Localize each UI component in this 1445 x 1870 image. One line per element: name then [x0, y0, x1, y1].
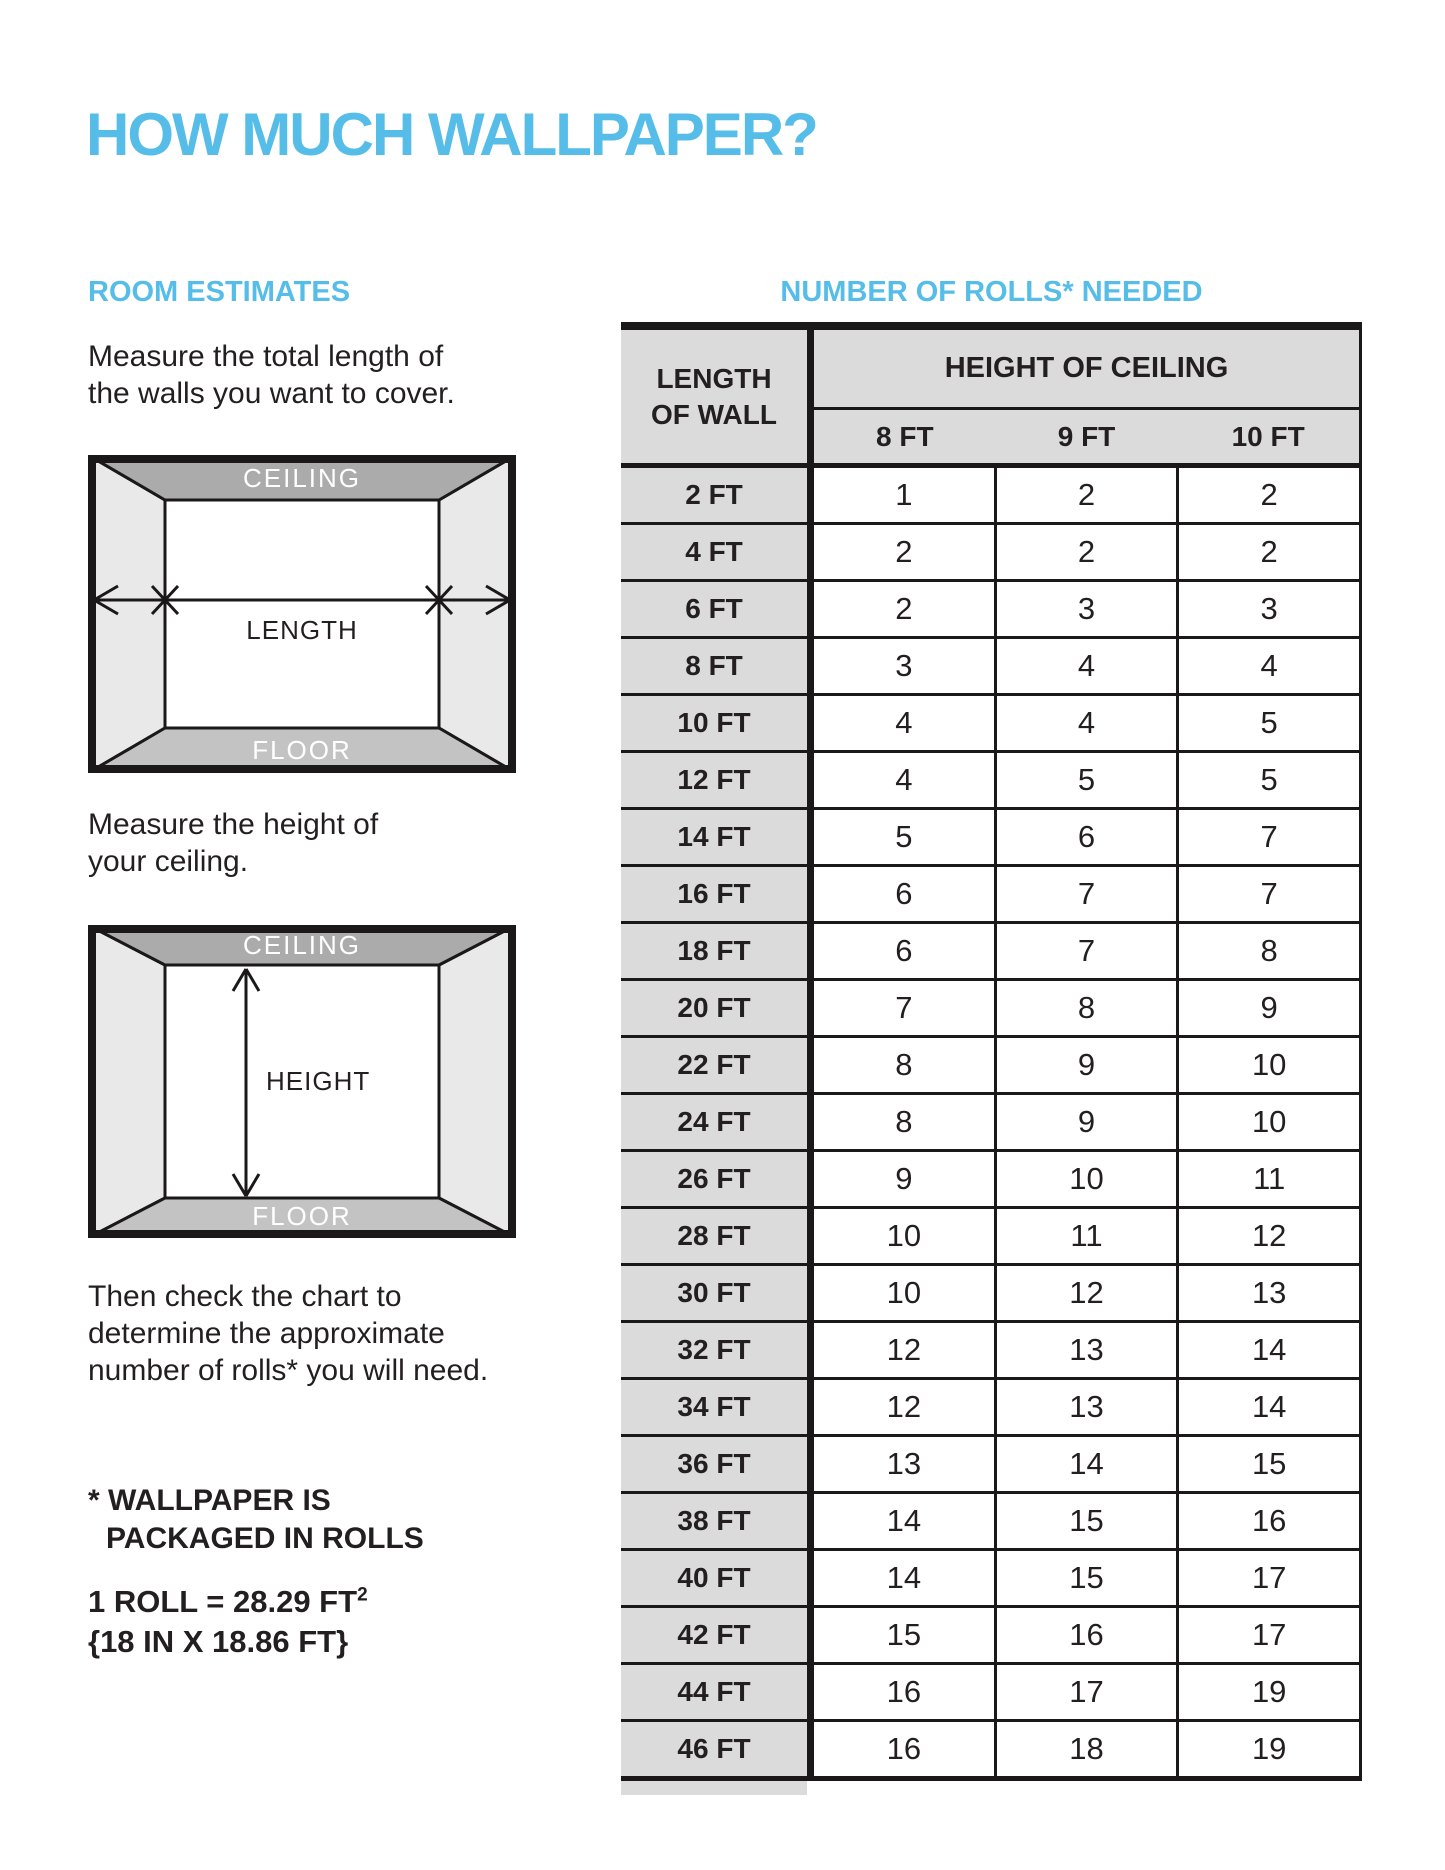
- roll-count-cell: 2: [997, 525, 1180, 579]
- rolls-needed-heading: NUMBER OF ROLLS* NEEDED: [780, 276, 1203, 308]
- roll-count-cell: 10: [997, 1152, 1180, 1206]
- roll-count-cell: 16: [814, 1722, 997, 1776]
- table-row: [621, 1665, 1362, 1722]
- rolls-needed-table: [621, 322, 1362, 1795]
- roll-count-cell: 15: [1179, 1437, 1362, 1491]
- wall-length-label: 30 FT: [621, 1266, 814, 1320]
- roll-count-cell: 16: [814, 1665, 997, 1719]
- roll-count-cell: 9: [997, 1038, 1180, 1092]
- height-label: HEIGHT: [266, 1066, 371, 1096]
- roll-count-cell: 7: [1179, 810, 1362, 864]
- roll-count-cell: 14: [814, 1494, 997, 1548]
- table-row: [621, 582, 1362, 639]
- ceiling-label: CEILING: [242, 463, 362, 493]
- wall-length-label: 4 FT: [621, 525, 814, 579]
- roll-count-cell: 3: [814, 639, 997, 693]
- roll-count-cell: 13: [997, 1380, 1180, 1434]
- roll-count-cell: 6: [814, 924, 997, 978]
- roll-count-cell: 15: [997, 1551, 1180, 1605]
- check-chart-line2: determine the approximate: [88, 1317, 445, 1350]
- roll-count-cell: 11: [1179, 1152, 1362, 1206]
- wall-length-label: 42 FT: [621, 1608, 814, 1662]
- table-row: [621, 1038, 1362, 1095]
- rolls-footnote-line1: * WALLPAPER IS: [88, 1484, 331, 1517]
- ceiling-height-columns: [814, 410, 1359, 463]
- roll-count-cell: 6: [814, 867, 997, 921]
- room-estimates-heading: ROOM ESTIMATES: [88, 276, 351, 308]
- roll-count-cell: 13: [1179, 1266, 1362, 1320]
- roll-count-cell: 5: [997, 753, 1180, 807]
- roll-count-cell: 15: [997, 1494, 1180, 1548]
- right-wall: [439, 925, 516, 1238]
- roll-count-cell: 1: [814, 468, 997, 522]
- roll-count-cell: 19: [1179, 1722, 1362, 1776]
- rolls-footnote: [88, 1482, 424, 1558]
- wall-length-label: 18 FT: [621, 924, 814, 978]
- length-label: LENGTH: [246, 615, 358, 645]
- table-row: [621, 1551, 1362, 1608]
- roll-count-cell: 17: [1179, 1608, 1362, 1662]
- wall-length-label: 2 FT: [621, 468, 814, 522]
- roll-count-cell: 10: [1179, 1095, 1362, 1149]
- roll-count-cell: 15: [814, 1608, 997, 1662]
- roll-count-cell: 14: [1179, 1380, 1362, 1434]
- wall-length-label: 6 FT: [621, 582, 814, 636]
- floor-label: FLOOR: [252, 1201, 352, 1231]
- wall-length-label: 14 FT: [621, 810, 814, 864]
- table-body: [621, 468, 1362, 1781]
- roll-count-cell: 4: [814, 753, 997, 807]
- roll-count-cell: 16: [997, 1608, 1180, 1662]
- col-header-10ft: 10 FT: [1231, 420, 1305, 452]
- roll-count-cell: 2: [1179, 468, 1362, 522]
- table-row: [621, 1380, 1362, 1437]
- roll-count-cell: 4: [814, 696, 997, 750]
- table-row: [621, 639, 1362, 696]
- roll-count-cell: 9: [997, 1095, 1180, 1149]
- roll-count-cell: 13: [814, 1437, 997, 1491]
- roll-count-cell: 4: [997, 696, 1180, 750]
- roll-count-cell: 3: [1179, 582, 1362, 636]
- table-row: [621, 696, 1362, 753]
- wall-length-label: 16 FT: [621, 867, 814, 921]
- measure-height-line1: Measure the height of: [88, 808, 379, 841]
- wall-length-label: 28 FT: [621, 1209, 814, 1263]
- left-wall: [88, 925, 165, 1238]
- check-chart-line3: number of rolls* you will need.: [88, 1354, 489, 1387]
- roll-count-cell: 10: [1179, 1038, 1362, 1092]
- wall-length-label: 24 FT: [621, 1095, 814, 1149]
- table-row: [621, 753, 1362, 810]
- wall-length-label: 40 FT: [621, 1551, 814, 1605]
- roll-count-cell: 7: [1179, 867, 1362, 921]
- table-footer-stub: [621, 1781, 807, 1795]
- table-row: [621, 924, 1362, 981]
- floor-label: FLOOR: [252, 735, 352, 765]
- ceiling-label: CEILING: [242, 930, 362, 960]
- check-chart-line1: Then check the chart to: [88, 1280, 402, 1313]
- table-row: [621, 1266, 1362, 1323]
- wall-length-label: 22 FT: [621, 1038, 814, 1092]
- ceiling-height-diagram: [88, 925, 516, 1238]
- roll-count-cell: 19: [1179, 1665, 1362, 1719]
- roll-dimensions: {18 IN X 18.86 FT}: [88, 1624, 349, 1659]
- measure-length-line1: Measure the total length of: [88, 340, 444, 373]
- length-of-wall-line2: OF WALL: [651, 398, 777, 430]
- roll-equation-text: 1 ROLL = 28.29 FT: [88, 1584, 358, 1619]
- roll-count-cell: 4: [997, 639, 1180, 693]
- measure-length-line2: the walls you want to cover.: [88, 377, 455, 410]
- roll-count-cell: 5: [1179, 696, 1362, 750]
- table-row: [621, 981, 1362, 1038]
- roll-count-cell: 12: [1179, 1209, 1362, 1263]
- roll-count-cell: 12: [814, 1380, 997, 1434]
- wall-length-label: 38 FT: [621, 1494, 814, 1548]
- roll-count-cell: 18: [997, 1722, 1180, 1776]
- col-header-9ft: 9 FT: [1057, 420, 1116, 452]
- roll-count-cell: 14: [814, 1551, 997, 1605]
- table-header: [621, 330, 1362, 463]
- roll-equation-exponent: 2: [357, 1584, 368, 1606]
- roll-count-cell: 14: [997, 1437, 1180, 1491]
- roll-count-cell: 2: [814, 582, 997, 636]
- table-row: [621, 468, 1362, 525]
- length-of-wall-header: [621, 330, 814, 463]
- roll-count-cell: 8: [814, 1095, 997, 1149]
- table-row: [621, 525, 1362, 582]
- table-row: [621, 1095, 1362, 1152]
- roll-count-cell: 3: [997, 582, 1180, 636]
- roll-count-cell: 2: [997, 468, 1180, 522]
- wall-length-label: 20 FT: [621, 981, 814, 1035]
- wall-length-label: 10 FT: [621, 696, 814, 750]
- roll-count-cell: 2: [814, 525, 997, 579]
- measure-height-line2: your ceiling.: [88, 845, 249, 878]
- roll-count-cell: 13: [997, 1323, 1180, 1377]
- wall-length-label: 8 FT: [621, 639, 814, 693]
- wall-length-label: 12 FT: [621, 753, 814, 807]
- room-length-svg: [88, 455, 516, 773]
- roll-equation: [88, 1582, 368, 1622]
- measure-length-text: [88, 338, 455, 412]
- roll-count-cell: 10: [814, 1266, 997, 1320]
- table-top-border: [621, 322, 1362, 330]
- roll-count-cell: 8: [997, 981, 1180, 1035]
- wall-length-label: 46 FT: [621, 1722, 814, 1776]
- table-row: [621, 1494, 1362, 1551]
- roll-count-cell: 17: [997, 1665, 1180, 1719]
- roll-count-cell: 12: [997, 1266, 1180, 1320]
- check-chart-text: [88, 1278, 488, 1389]
- wall-length-label: 26 FT: [621, 1152, 814, 1206]
- table-row: [621, 1152, 1362, 1209]
- table-row: [621, 867, 1362, 924]
- wall-length-label: 34 FT: [621, 1380, 814, 1434]
- roll-size-info: [88, 1582, 368, 1662]
- roll-count-cell: 16: [1179, 1494, 1362, 1548]
- table-row: [621, 1722, 1362, 1781]
- table-row: [621, 1323, 1362, 1380]
- roll-count-cell: 10: [814, 1209, 997, 1263]
- back-wall: [165, 500, 439, 728]
- room-length-diagram: [88, 455, 516, 773]
- ceiling-height-svg: [88, 925, 516, 1238]
- roll-count-cell: 8: [814, 1038, 997, 1092]
- table-row: [621, 810, 1362, 867]
- roll-count-cell: 7: [814, 981, 997, 1035]
- roll-count-cell: 5: [1179, 753, 1362, 807]
- roll-count-cell: 14: [1179, 1323, 1362, 1377]
- rolls-footnote-line2: PACKAGED IN ROLLS: [106, 1522, 424, 1555]
- roll-count-cell: 7: [997, 924, 1180, 978]
- ceiling-height-header-group: [814, 330, 1362, 463]
- roll-count-cell: 11: [997, 1209, 1180, 1263]
- roll-count-cell: 2: [1179, 525, 1362, 579]
- roll-count-cell: 12: [814, 1323, 997, 1377]
- roll-count-cell: 8: [1179, 924, 1362, 978]
- col-header-8ft: 8 FT: [876, 420, 934, 452]
- height-of-ceiling-header: HEIGHT OF CEILING: [814, 330, 1359, 410]
- measure-height-text: [88, 806, 378, 880]
- page-title: HOW MUCH WALLPAPER?: [86, 101, 817, 168]
- wall-length-label: 32 FT: [621, 1323, 814, 1377]
- table-row: [621, 1437, 1362, 1494]
- length-of-wall-line1: LENGTH: [656, 362, 772, 394]
- roll-count-cell: 5: [814, 810, 997, 864]
- wall-length-label: 36 FT: [621, 1437, 814, 1491]
- roll-count-cell: 7: [997, 867, 1180, 921]
- roll-count-cell: 6: [997, 810, 1180, 864]
- table-row: [621, 1608, 1362, 1665]
- wall-length-label: 44 FT: [621, 1665, 814, 1719]
- roll-count-cell: 9: [814, 1152, 997, 1206]
- roll-count-cell: 4: [1179, 639, 1362, 693]
- roll-count-cell: 17: [1179, 1551, 1362, 1605]
- roll-count-cell: 9: [1179, 981, 1362, 1035]
- table-row: [621, 1209, 1362, 1266]
